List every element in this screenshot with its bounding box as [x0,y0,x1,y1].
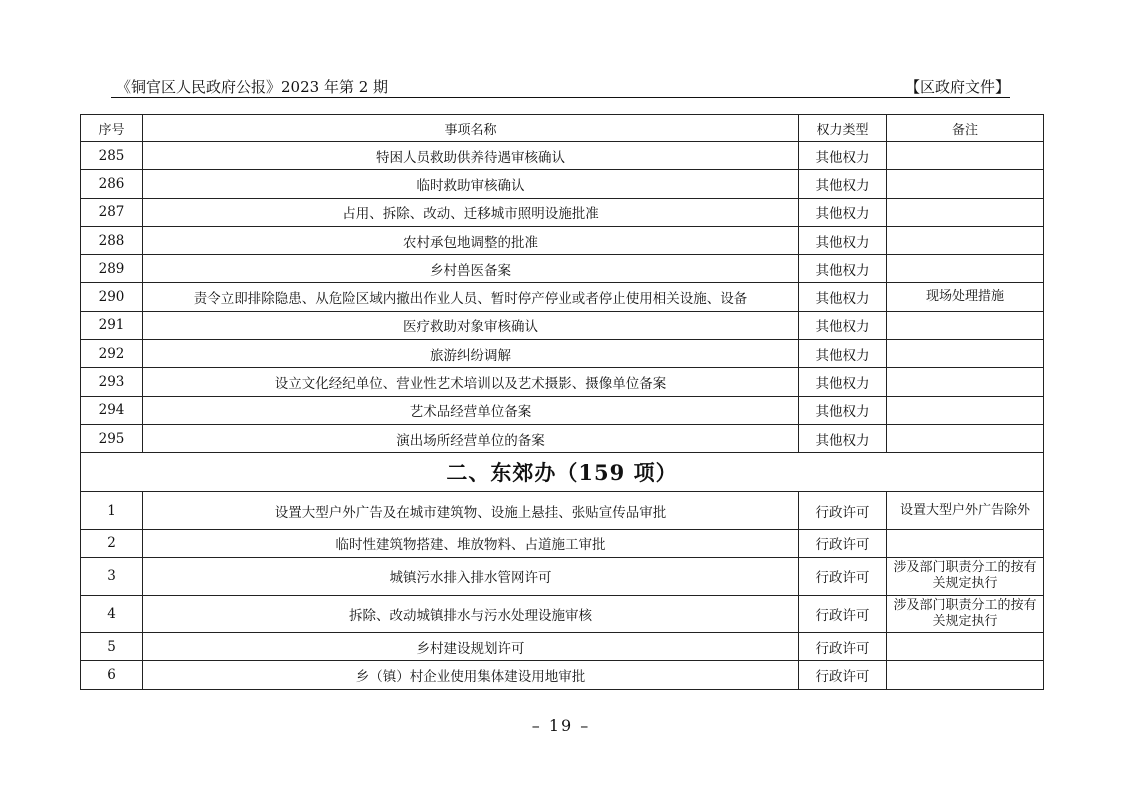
remark [887,170,1044,198]
remark: 现场处理措施 [887,283,1044,311]
row-number: 292 [81,340,143,368]
power-type: 其他权力 [799,170,887,198]
table-row [81,340,1044,368]
power-type: 其他权力 [799,142,887,170]
row-number: 294 [81,396,143,424]
item-name: 责令立即排除隐患、从危险区域内撤出作业人员、暂时停产停业或者停止使用相关设施、设备 [143,283,799,311]
power-type: 行政许可 [799,558,887,596]
row-number: 287 [81,198,143,226]
table-row [81,283,1044,311]
row-number: 285 [81,142,143,170]
power-type: 其他权力 [799,255,887,283]
item-name: 设立文化经纪单位、营业性艺术培训以及艺术摄影、摄像单位备案 [143,368,799,396]
row-number: 286 [81,170,143,198]
item-name: 乡（镇）村企业使用集体建设用地审批 [143,661,799,689]
remark [887,340,1044,368]
power-type: 行政许可 [799,633,887,661]
table-row [81,595,1044,633]
table-row [81,661,1044,689]
row-number: 288 [81,226,143,254]
power-type: 其他权力 [799,198,887,226]
table-row [81,424,1044,452]
power-type: 行政许可 [799,661,887,689]
column-header-item-name: 事项名称 [143,115,799,142]
row-number: 5 [81,633,143,661]
item-name: 临时性建筑物搭建、堆放物料、占道施工审批 [143,529,799,557]
row-number: 295 [81,424,143,452]
table-row [81,529,1044,557]
table-header-row [81,115,1044,142]
row-number: 293 [81,368,143,396]
row-number: 1 [81,492,143,530]
remark [887,368,1044,396]
remark [887,529,1044,557]
item-name: 旅游纠纷调解 [143,340,799,368]
row-number: 289 [81,255,143,283]
power-type: 其他权力 [799,340,887,368]
item-name: 乡村建设规划许可 [143,633,799,661]
row-number: 2 [81,529,143,557]
column-header-remarks: 备注 [887,115,1044,142]
table-row [81,633,1044,661]
table-row [81,558,1044,596]
item-name: 乡村兽医备案 [143,255,799,283]
item-name: 医疗救助对象审核确认 [143,311,799,339]
header-divider [111,97,1010,98]
item-name: 设置大型户外广告及在城市建筑物、设施上悬挂、张贴宣传品审批 [143,492,799,530]
row-number: 290 [81,283,143,311]
power-type: 行政许可 [799,529,887,557]
column-header-number: 序号 [81,115,143,142]
remark [887,311,1044,339]
table-row [81,170,1044,198]
row-number: 6 [81,661,143,689]
power-type: 行政许可 [799,492,887,530]
remark [887,142,1044,170]
table-row [81,311,1044,339]
item-name: 占用、拆除、改动、迁移城市照明设施批准 [143,198,799,226]
power-type: 其他权力 [799,396,887,424]
item-name: 临时救助审核确认 [143,170,799,198]
item-name: 拆除、改动城镇排水与污水处理设施审核 [143,595,799,633]
power-type: 其他权力 [799,368,887,396]
table-row [81,396,1044,424]
row-number: 4 [81,595,143,633]
table-row [81,226,1044,254]
remark [887,424,1044,452]
power-type: 其他权力 [799,283,887,311]
power-type: 其他权力 [799,226,887,254]
power-type: 其他权力 [799,311,887,339]
remark [887,661,1044,689]
page-number: – 19 – [531,716,591,735]
remark: 涉及部门职责分工的按有关规定执行 [887,595,1044,633]
remark [887,633,1044,661]
remark [887,198,1044,226]
remark: 设置大型户外广告除外 [887,492,1044,530]
row-number: 3 [81,558,143,596]
item-name: 演出场所经营单位的备案 [143,424,799,452]
power-type: 其他权力 [799,424,887,452]
table-row [81,368,1044,396]
power-list-table [80,114,1044,690]
section-tag: 【区政府文件】 [904,78,1010,96]
column-header-power-type: 权力类型 [799,115,887,142]
table-row [81,492,1044,530]
row-number: 291 [81,311,143,339]
item-name: 农村承包地调整的批准 [143,226,799,254]
publication-title: 《铜官区人民政府公报》2023 年第 2 期 [116,78,389,96]
table-row [81,142,1044,170]
remark [887,396,1044,424]
table-row [81,255,1044,283]
section-title: 二、东郊办（159 项） [81,453,1044,492]
remark [887,255,1044,283]
item-name: 特困人员救助供养待遇审核确认 [143,142,799,170]
remark: 涉及部门职责分工的按有关规定执行 [887,558,1044,596]
remark [887,226,1044,254]
table-row [81,198,1044,226]
item-name: 艺术品经营单位备案 [143,396,799,424]
item-name: 城镇污水排入排水管网许可 [143,558,799,596]
section-header-row [81,453,1044,492]
power-type: 行政许可 [799,595,887,633]
